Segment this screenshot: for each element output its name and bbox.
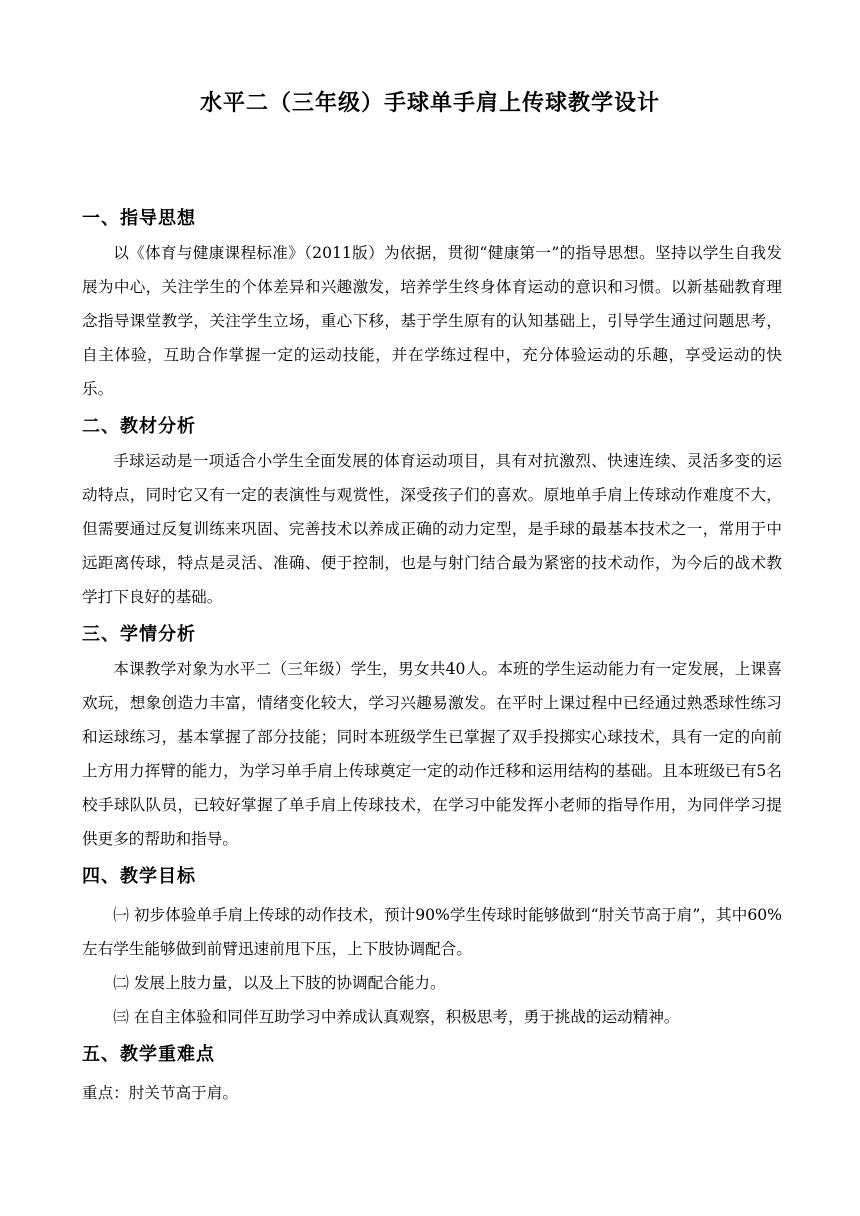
section-key-difficulties [82, 1038, 782, 1110]
section-heading: 五、教学重难点 [82, 1044, 215, 1065]
goal-item: ㈠ 初步体验单手肩上传球的动作技术，预计90%学生传球时能够做到“肘关节高于肩”，其中60%左右学生能够做到前臂迅速前甩下压，上下肢协调配合。 [82, 906, 782, 958]
document-body [82, 202, 782, 1110]
document-title: 水平二（三年级）手球单手肩上传球教学设计 [199, 91, 660, 116]
section-paragraph: 以《体育与健康课程标准》（2011版）为依据，贯彻“健康第一”的指导思想。坚持以学生自我发展为中心，关注学生的个体差异和兴趣激发，培养学生终身体育运动的意识和习惯。以新基础教育理念指导课堂教学，关注学生立场，重心下移，基于学生原有的认知基础上，引导学生通过问题思考，自主体验，互助合作掌握一定的运动技能，并在学练过程中，充分体验运动的乐趣，享受运动的快乐。 [82, 244, 782, 398]
section-paragraph: 手球运动是一项适合小学生全面发展的体育运动项目，具有对抗激烈、快速连续、灵活多变的运动特点，同时它又有一定的表演性与观赏性，深受孩子们的喜欢。原地单手肩上传球动作难度不大，但需要通过反复训练来巩固、完善技术以养成正确的动力定型，是手球的最基本技术之一，常用于中远距离传球，特点是灵活、准确、便于控制，也是与射门结合最为紧密的技术动作，为今后的战术教学打下良好的基础。 [82, 452, 782, 606]
section-heading: 二、教材分析 [82, 416, 196, 437]
section-teaching-goals [82, 860, 782, 1034]
section-heading: 一、指导思想 [82, 208, 196, 229]
section-paragraph: 本课教学对象为水平二（三年级）学生，男女共40人。本班的学生运动能力有一定发展，上课喜欢玩，想象创造力丰富，情绪变化较大，学习兴趣易激发。在平时上课过程中已经通过熟悉球性练习和运球练习，基本掌握了部分技能；同时本班级学生已掌握了双手投掷实心球技术，具有一定的向前上方用力挥臂的能力，为学习单手肩上传球奠定一定的动作迁移和运用结构的基础。且本班级已有5名校手球队队员，已较好掌握了单手肩上传球技术，在学习中能发挥小老师的指导作用，为同伴学习提供更多的帮助和指导。 [82, 660, 782, 848]
section-heading: 四、教学目标 [82, 866, 196, 887]
section-guiding-ideology [82, 202, 782, 406]
section-student-analysis [82, 618, 782, 856]
key-point-line: 重点：肘关节高于肩。 [82, 1084, 238, 1102]
section-material-analysis [82, 410, 782, 614]
section-heading: 三、学情分析 [82, 624, 196, 645]
goal-item: ㈢ 在自主体验和同伴互助学习中养成认真观察，积极思考，勇于挑战的运动精神。 [113, 1008, 680, 1026]
goal-item: ㈡ 发展上肢力量，以及上下肢的协调配合能力。 [113, 974, 446, 992]
